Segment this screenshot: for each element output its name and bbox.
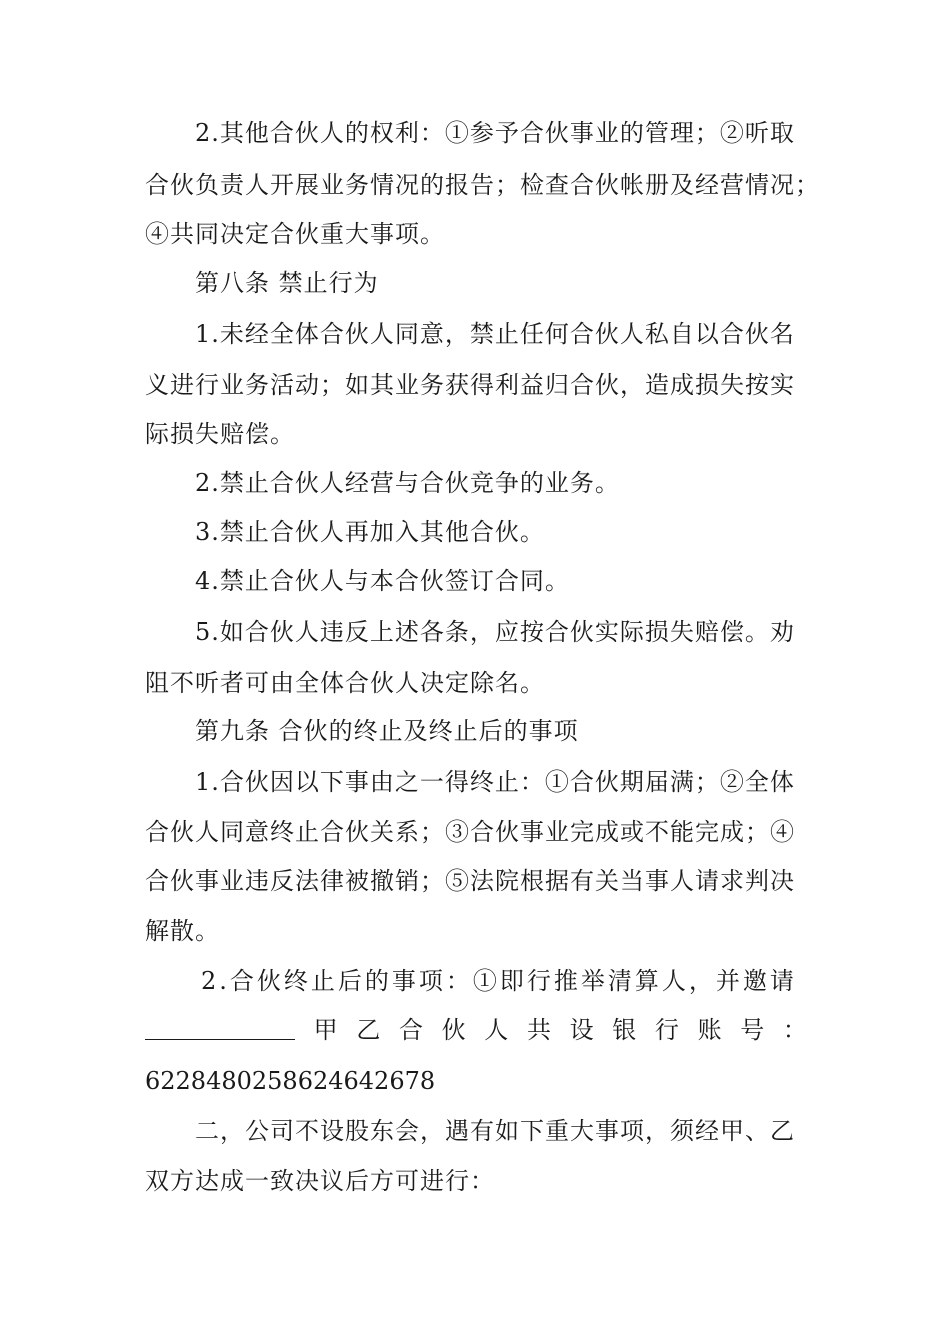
paragraph-line: 2.其他合伙人的权利：①参予合伙事业的管理；②听取 [195,119,795,147]
account-line [145,1015,807,1045]
paragraph-line: 5.如合伙人违反上述各条，应按合伙实际损失赔偿。劝 [195,618,795,646]
paragraph-line: 合伙人同意终止合伙关系；③合伙事业完成或不能完成；④ [145,818,795,846]
paragraph-line: 二，公司不设股东会，遇有如下重大事项，须经甲、乙 [195,1117,795,1145]
account-char: 人 [484,1016,509,1044]
paragraph-line: 2.合伙终止后的事项：①即行推举清算人，并邀请 [201,967,797,995]
section-heading: 第九条 合伙的终止及终止后的事项 [195,717,579,745]
section-heading: 第八条 禁止行为 [195,269,379,297]
paragraph-line: 2.禁止合伙人经营与合伙竞争的业务。 [195,469,620,497]
paragraph-line: ④共同决定合伙重大事项。 [145,220,445,248]
account-char: 共 [526,1016,551,1044]
account-char: 乙 [356,1016,381,1044]
paragraph-line: 阻不听者可由全体合伙人决定除名。 [145,669,545,697]
account-number: 6228480258624642678 [145,1067,436,1095]
paragraph-line: 际损失赔偿。 [145,420,295,448]
paragraph-line: 解散。 [145,917,220,945]
paragraph-line: 义进行业务活动；如其业务获得利益归合伙，造成损失按实 [145,371,795,399]
account-char: 号 [740,1016,765,1044]
account-char: 账 [697,1016,722,1044]
account-char: 合 [398,1016,423,1044]
paragraph-line: 合伙事业违反法律被撤销；⑤法院根据有关当事人请求判决 [145,867,795,895]
paragraph-line: 4.禁止合伙人与本合伙签订合同。 [195,567,570,595]
paragraph-line: 3.禁止合伙人再加入其他合伙。 [195,518,545,546]
account-char: 行 [654,1016,679,1044]
paragraph-line: 合伙负责人开展业务情况的报告；检查合伙帐册及经营情况； [145,171,820,199]
account-char: 银 [612,1016,637,1044]
paragraph-line: 1.未经全体合伙人同意，禁止任何合伙人私自以合伙名 [195,320,795,348]
account-char: 伙 [441,1016,466,1044]
account-char: ： [782,1016,807,1044]
account-char: 甲 [313,1016,338,1044]
blank-underline [145,1015,295,1040]
paragraph-line: 双方达成一致决议后方可进行： [145,1167,495,1195]
paragraph-line: 1.合伙因以下事由之一得终止：①合伙期届满；②全体 [195,768,795,796]
account-char: 设 [569,1016,594,1044]
